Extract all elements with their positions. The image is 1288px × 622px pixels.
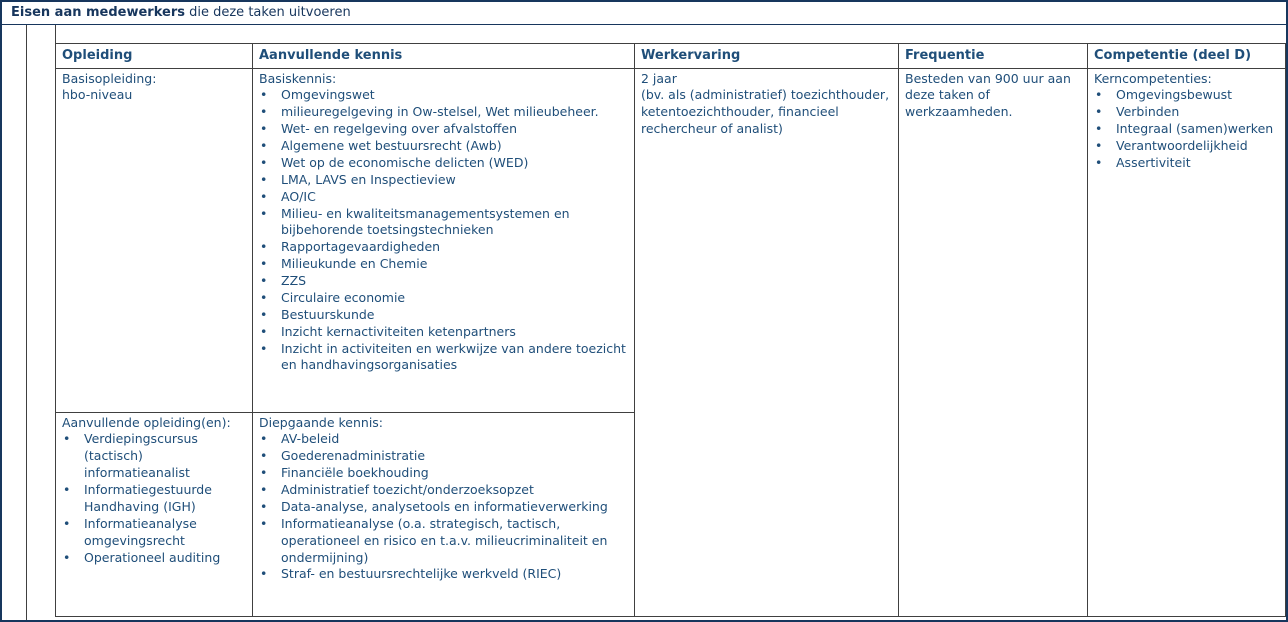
list-item: [62, 550, 247, 567]
title-rest-text: die deze taken uitvoeren: [184, 5, 351, 20]
list-item-text: Straf- en bestuursrechtelijke werkveld (RIEC): [281, 566, 562, 582]
bullet-icon: •: [260, 498, 268, 514]
list-item: [259, 189, 629, 206]
werkervaring-line: 2 jaar: [641, 70, 677, 86]
list-item: [259, 87, 629, 104]
bullet-icon: •: [63, 549, 71, 565]
list-item-text: Algemene wet bestuursrecht (Awb): [281, 138, 502, 154]
list-item-text: Goederenadministratie: [281, 448, 426, 464]
list-item: [259, 172, 629, 189]
list-item: [259, 256, 629, 273]
list-item-text: Milieu- en kwaliteitsmanagementsystemen en bijbehorende toetsingstechnieken: [281, 205, 570, 238]
list-item-text: Wet op de economische delicten (WED): [281, 154, 529, 170]
cell-werkervaring: [635, 68, 899, 616]
cell-diepgaande-kennis: [253, 412, 635, 616]
list-item-text: Rapportagevaardigheden: [281, 239, 441, 255]
list-item-text: Inzicht in activiteiten en werkwijze van andere toezicht en handhavingsorganisaties: [281, 340, 626, 373]
diepgaande-kennis-list: [259, 431, 629, 583]
list-item-text: Informatieanalyse (o.a. strategisch, tactisch, operationeel en risico en t.a.v. milieucriminaliteit en ondermijning): [281, 515, 608, 565]
list-item: [1094, 155, 1280, 172]
bullet-icon: •: [1095, 87, 1103, 103]
list-item-text: Informatiegestuurde Handhaving (IGH): [84, 482, 212, 514]
cell-frequentie: Besteden van 900 uur aan deze taken of werkzaamheden.: [899, 68, 1088, 616]
list-item-text: Wet- en regelgeving over afvalstoffen: [281, 121, 517, 137]
list-item-text: Administratief toezicht/onderzoeksopzet: [281, 482, 534, 498]
bullet-icon: •: [260, 256, 268, 272]
list-item-text: Verdiepingscursus (tactisch) informatieanalist: [84, 431, 198, 481]
bullet-icon: •: [260, 289, 268, 305]
list-item: [259, 465, 629, 482]
cell-basiskennis: [253, 68, 635, 412]
list-item-text: AO/IC: [281, 188, 316, 204]
bullet-icon: •: [260, 323, 268, 339]
kerncompetenties-label: Kerncompetenties:: [1094, 70, 1212, 86]
bullet-icon: •: [260, 515, 268, 531]
list-item-text: Circulaire economie: [281, 289, 406, 305]
bullet-icon: •: [1095, 104, 1103, 120]
bullet-icon: •: [1095, 121, 1103, 137]
list-item-text: Bestuurskunde: [281, 306, 375, 322]
list-item-text: milieuregelgeving in Ow-stelsel, Wet milieubeheer.: [281, 104, 599, 120]
cell-competentie: [1088, 68, 1286, 616]
bullet-icon: •: [260, 448, 268, 464]
cell-basisopleiding: [56, 68, 253, 412]
bullet-icon: •: [260, 340, 268, 356]
list-item-text: Integraal (samen)werken: [1116, 121, 1274, 137]
list-item: [259, 121, 629, 138]
col-header-competentie: Competentie (deel D): [1088, 44, 1286, 69]
list-item: [259, 155, 629, 172]
list-item-text: Inzicht kernactiviteiten ketenpartners: [281, 323, 516, 339]
list-item: [259, 239, 629, 256]
list-item-text: Financiële boekhouding: [281, 465, 429, 481]
list-item: [1094, 121, 1280, 138]
bullet-icon: •: [260, 465, 268, 481]
bullet-icon: •: [260, 87, 268, 103]
bullet-icon: •: [1095, 154, 1103, 170]
col-header-werkervaring: Werkervaring: [635, 44, 899, 69]
bullet-icon: •: [260, 566, 268, 582]
list-item: [259, 104, 629, 121]
cell-aanvullende-opleiding: [56, 412, 253, 616]
list-item-text: Omgevingsbewust: [1116, 87, 1233, 103]
bullet-icon: •: [260, 138, 268, 154]
bullet-icon: •: [260, 104, 268, 120]
basiskennis-label: Basiskennis:: [259, 70, 337, 86]
list-item-text: Assertiviteit: [1116, 154, 1191, 170]
basisopleiding-value: hbo-niveau: [62, 87, 133, 103]
document-body: [2, 25, 1286, 620]
bullet-icon: •: [260, 239, 268, 255]
list-item: [1094, 138, 1280, 155]
list-item: [259, 138, 629, 155]
list-item: [62, 482, 247, 516]
bullet-icon: •: [260, 121, 268, 137]
bullet-icon: •: [1095, 138, 1103, 154]
document-title: [2, 2, 1286, 25]
list-item: [259, 482, 629, 499]
bullet-icon: •: [63, 482, 71, 498]
left-gutter: [2, 25, 27, 620]
list-item: [259, 206, 629, 240]
table-row-basis: [56, 68, 1286, 412]
list-item: [259, 448, 629, 465]
col-header-opleiding: Opleiding: [56, 44, 253, 69]
bullet-icon: •: [260, 431, 268, 447]
bullet-icon: •: [260, 171, 268, 187]
list-item: [259, 290, 629, 307]
bullet-icon: •: [260, 482, 268, 498]
list-item: [259, 431, 629, 448]
list-item-text: Milieukunde en Chemie: [281, 256, 428, 272]
list-item: [259, 341, 629, 375]
title-bold-text: Eisen aan medewerkers: [11, 5, 185, 20]
bullet-icon: •: [63, 515, 71, 531]
bullet-icon: •: [260, 306, 268, 322]
list-item-text: AV-beleid: [281, 431, 340, 447]
werkervaring-line: (bv. als (administratief) toezichthouder, ketentoezichthouder, financieel rechercheur of analist): [641, 87, 890, 137]
table-area: [27, 25, 1286, 620]
list-item: [259, 499, 629, 516]
bullet-icon: •: [260, 273, 268, 289]
requirements-table: [55, 43, 1286, 617]
col-header-frequentie: Frequentie: [899, 44, 1088, 69]
list-item-text: Verantwoordelijkheid: [1116, 138, 1248, 154]
list-item: [62, 431, 247, 482]
col-header-aanvullende-kennis: Aanvullende kennis: [253, 44, 635, 69]
list-item: [259, 516, 629, 567]
diepgaande-kennis-label: Diepgaande kennis:: [259, 414, 384, 430]
list-item-text: Data-analyse, analysetools en informatieverwerking: [281, 498, 608, 514]
aanvullende-opleiding-label: Aanvullende opleiding(en):: [62, 414, 231, 430]
werkervaring-lines: [641, 71, 893, 139]
aanvullende-opleiding-list: [62, 431, 247, 566]
list-item-text: Operationeel auditing: [84, 549, 221, 565]
bullet-icon: •: [260, 154, 268, 170]
list-item-text: LMA, LAVS en Inspectieview: [281, 171, 456, 187]
bullet-icon: •: [260, 205, 268, 221]
list-item-text: Verbinden: [1116, 104, 1180, 120]
list-item: [1094, 87, 1280, 104]
basiskennis-list: [259, 87, 629, 374]
table-header-row: [56, 44, 1286, 69]
list-item-text: ZZS: [281, 273, 307, 289]
list-item: [62, 516, 247, 550]
list-item: [259, 307, 629, 324]
basisopleiding-label: Basisopleiding:: [62, 70, 157, 86]
bullet-icon: •: [63, 431, 71, 447]
list-item: [259, 273, 629, 290]
list-item: [1094, 104, 1280, 121]
bullet-icon: •: [260, 188, 268, 204]
list-item: [259, 566, 629, 583]
list-item-text: Omgevingswet: [281, 87, 375, 103]
kerncompetenties-list: [1094, 87, 1280, 171]
list-item-text: Informatieanalyse omgevingsrecht: [84, 515, 197, 548]
list-item: [259, 324, 629, 341]
